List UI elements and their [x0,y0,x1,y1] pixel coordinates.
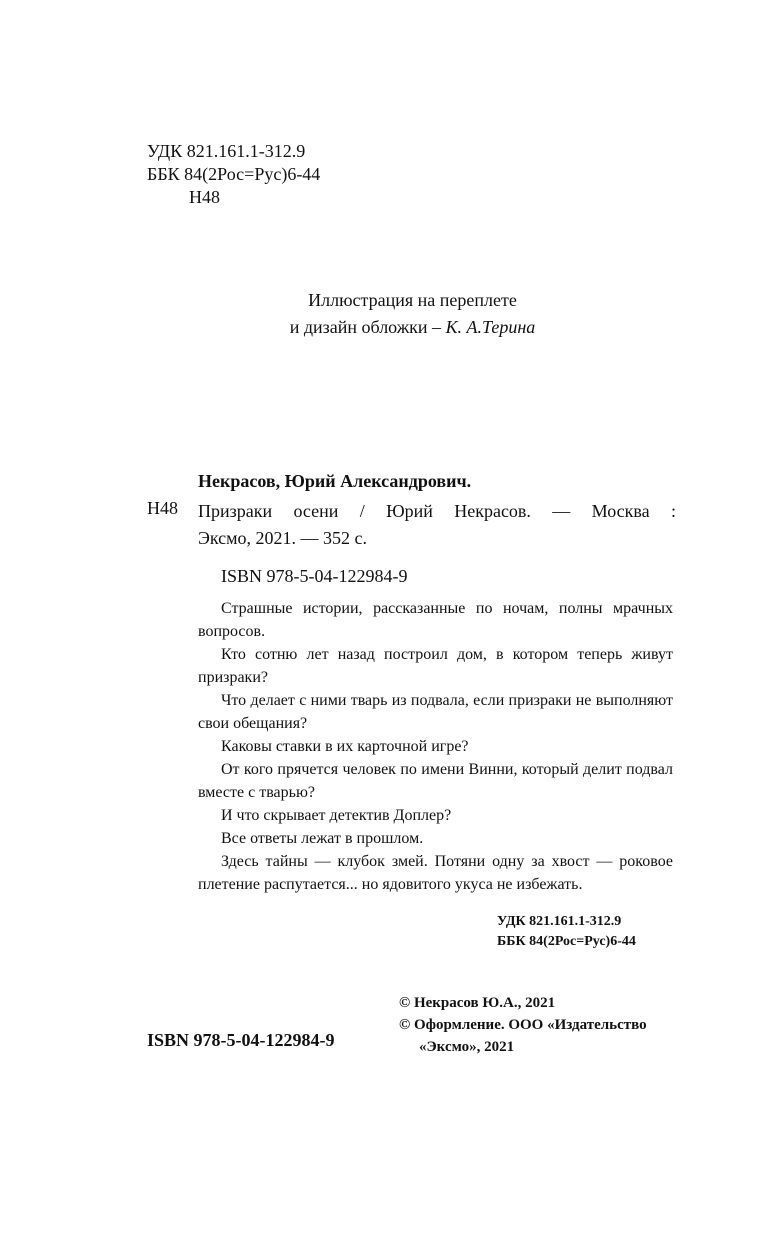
illustration-line-2-prefix: и дизайн обложки – [289,317,446,337]
illustration-line-2 [200,314,625,341]
illustration-artist: К. А.Терина [445,317,536,337]
bbk-code-repeat: ББК 84(2Рос=Рус)6-44 [497,934,636,949]
annotation-paragraph: Каковы ставки в их карточной игре? [221,738,469,755]
copyright-author: © Некрасов Ю.А., 2021 [399,995,556,1011]
annotation-paragraph: Здесь тайны — клубок змей. Потяни одну за хвост — роковое плетение распутается... но ядовитого укуса не избежать. [198,853,673,893]
record-author-sign: Н48 [147,498,178,518]
annotation-paragraph: От кого прячется человек по имени Винни, который делит подвал вместе с тварью? [198,761,673,801]
record-isbn: ISBN 978-5-04-122984-9 [221,566,408,586]
annotation [198,597,673,896]
record-title-line-2: Эксмо, 2021. — 352 с. [198,528,368,548]
bbk-code: ББК 84(2Рос=Рус)6-44 [147,164,321,184]
classification-block [147,140,320,209]
annotation-paragraph: Кто сотню лет назад построил дом, в котором теперь живут призраки? [198,646,673,686]
annotation-paragraph: Все ответы лежат в прошлом. [221,830,424,847]
author-sign: Н48 [189,187,220,207]
udk-code: УДК 821.161.1-312.9 [147,141,306,161]
record-title [198,498,676,552]
classification-repeat [497,912,636,952]
copyright-block [399,992,647,1058]
annotation-paragraph: И что скрывает детектив Доплер? [221,807,452,824]
copyright-design: © Оформление. ООО «Издательство [399,1017,647,1033]
copyright-design-cont: «Эксмо», 2021 [419,1039,515,1055]
udk-code-repeat: УДК 821.161.1-312.9 [497,914,622,929]
annotation-paragraph: Что делает с ними тварь из подвала, если призраки не выполняют свои обещания? [198,692,673,732]
annotation-paragraph: Страшные истории, рассказанные по ночам, полны мрачных вопросов. [198,600,673,640]
illustration-credit [200,287,625,341]
record-author: Некрасов, Юрий Александрович. [198,471,472,491]
record-title-line-1: Призраки осени / Юрий Некрасов. — Москва : [198,501,676,521]
isbn-bottom: ISBN 978-5-04-122984-9 [147,1030,335,1050]
illustration-line-1: Иллюстрация на переплете [308,290,517,310]
